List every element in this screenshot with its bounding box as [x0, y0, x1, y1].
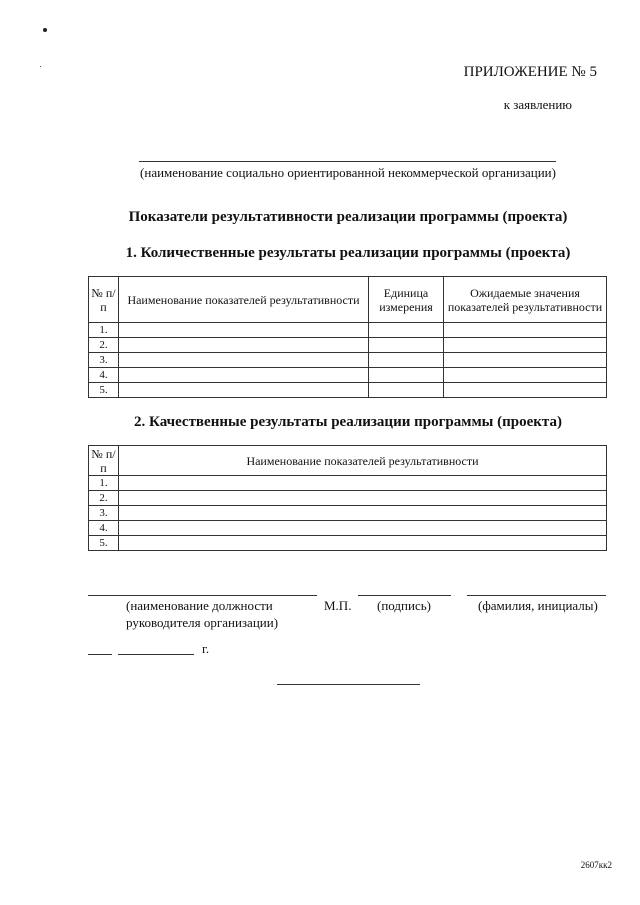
- signature-line: [358, 595, 451, 596]
- indicator-name-cell[interactable]: [119, 536, 607, 551]
- unit-cell[interactable]: [369, 338, 444, 353]
- row-number: 5.: [89, 536, 119, 551]
- bottom-divider-line: [277, 684, 420, 685]
- row-number: 1.: [89, 323, 119, 338]
- indicator-name-cell[interactable]: [119, 338, 369, 353]
- expected-value-cell[interactable]: [444, 368, 607, 383]
- signature-caption: (подпись): [377, 598, 431, 613]
- date-day-line: [88, 654, 112, 655]
- row-number: 3.: [89, 353, 119, 368]
- indicator-name-cell[interactable]: [119, 506, 607, 521]
- header-unit: Единица измерения: [369, 277, 444, 323]
- scan-speck: [40, 66, 41, 67]
- table-header-row: [89, 446, 607, 476]
- indicator-name-cell[interactable]: [119, 521, 607, 536]
- name-signature-line: [467, 595, 606, 596]
- unit-cell[interactable]: [369, 323, 444, 338]
- indicator-name-cell[interactable]: [119, 323, 369, 338]
- position-signature-line: [88, 595, 317, 596]
- unit-cell[interactable]: [369, 383, 444, 398]
- quantitative-results-table: [88, 276, 607, 398]
- row-number: 5.: [89, 383, 119, 398]
- qualitative-results-table: [88, 445, 607, 551]
- indicator-name-cell[interactable]: [119, 491, 607, 506]
- position-caption: (наименование должности руководителя организации): [126, 598, 279, 630]
- document-title: Показатели результативности реализации программы (проекта): [128, 209, 568, 225]
- table-row: [89, 383, 607, 398]
- table-header-row: [89, 277, 607, 323]
- table-row: [89, 521, 607, 536]
- indicator-name-cell[interactable]: [119, 368, 369, 383]
- table-row: [89, 368, 607, 383]
- expected-value-cell[interactable]: [444, 323, 607, 338]
- table-row: [89, 536, 607, 551]
- bullet-mark: [43, 28, 47, 32]
- row-number: 1.: [89, 476, 119, 491]
- header-num: № п/п: [89, 446, 119, 476]
- organization-caption: (наименование социально ориентированной некоммерческой организации): [140, 165, 556, 180]
- row-number: 2.: [89, 491, 119, 506]
- name-caption: (фамилия, инициалы): [478, 598, 598, 613]
- table-row: [89, 353, 607, 368]
- table-row: [89, 491, 607, 506]
- document-code: 2607кк2: [580, 860, 612, 870]
- indicator-name-cell[interactable]: [119, 383, 369, 398]
- section2-title: 2. Качественные результаты реализации программы (проекта): [134, 414, 562, 430]
- section1-title: 1. Количественные результаты реализации программы (проекта): [125, 245, 571, 261]
- indicator-name-cell[interactable]: [119, 353, 369, 368]
- to-application-label: к заявлению: [503, 97, 572, 112]
- year-suffix: г.: [202, 641, 210, 656]
- appendix-heading: ПРИЛОЖЕНИЕ № 5: [463, 64, 597, 80]
- row-number: 2.: [89, 338, 119, 353]
- row-number: 3.: [89, 506, 119, 521]
- header-expected-values: Ожидаемые значения показателей результативности: [444, 277, 607, 323]
- row-number: 4.: [89, 521, 119, 536]
- header-num: № п/п: [89, 277, 119, 323]
- expected-value-cell[interactable]: [444, 338, 607, 353]
- indicator-name-cell[interactable]: [119, 476, 607, 491]
- unit-cell[interactable]: [369, 353, 444, 368]
- expected-value-cell[interactable]: [444, 353, 607, 368]
- table-row: [89, 476, 607, 491]
- table-row: [89, 338, 607, 353]
- header-indicator-name: Наименование показателей результативности: [119, 277, 369, 323]
- stamp-label: М.П.: [324, 598, 352, 613]
- table-row: [89, 323, 607, 338]
- unit-cell[interactable]: [369, 368, 444, 383]
- header-indicator-name: Наименование показателей результативности: [119, 446, 607, 476]
- row-number: 4.: [89, 368, 119, 383]
- expected-value-cell[interactable]: [444, 383, 607, 398]
- table-row: [89, 506, 607, 521]
- organization-name-line: [139, 161, 556, 162]
- date-month-line: [118, 654, 194, 655]
